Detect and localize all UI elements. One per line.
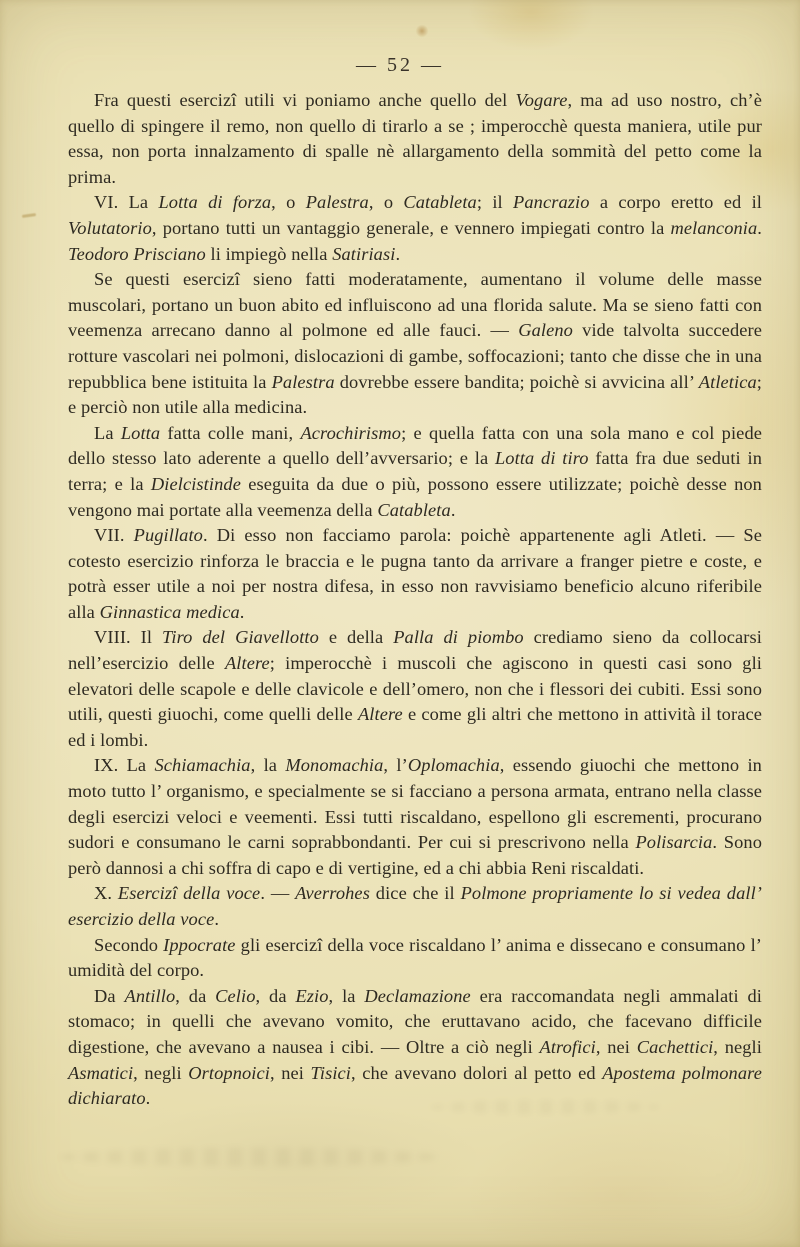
italic-term: Apostema polmonare dichiarato bbox=[68, 1062, 762, 1109]
paragraph bbox=[68, 753, 762, 881]
text-run: VIII. Il bbox=[94, 627, 163, 648]
text-run: Fra questi esercizî utili vi poniamo anche quello del bbox=[94, 90, 516, 110]
text-run: , l’ bbox=[383, 755, 408, 776]
text-run: . Di esso non facciamo parola: poichè appartenente agli Atleti. — Se cotesto esercizio rinforza le braccia e le pugna tanto da arrivare a franger pietre e coste, e potrà esser utile a noi per nostra difesa, in esso non ravvisiamo beneficio alcuno riferibile alla bbox=[68, 525, 762, 622]
paragraph bbox=[68, 984, 762, 1112]
text-run: ; imperocchè i muscoli che agiscono in questi casi sono gli elevatori delle scapole e delle clavicole e dell’omero, non che i flessori dei cubiti. Essi sono utili, questi giuochi, come quelli delle bbox=[68, 653, 762, 725]
text-run: a corpo eretto ed il bbox=[589, 192, 762, 213]
italic-term: Altere bbox=[224, 653, 270, 674]
italic-term: Tisici bbox=[310, 1062, 352, 1083]
text-run: , nei bbox=[595, 1036, 637, 1057]
text-run: dice che il bbox=[369, 883, 461, 904]
italic-term: Ginnastica medica bbox=[99, 601, 240, 622]
text-run: Da bbox=[94, 985, 125, 1006]
text-run: eseguita da due o più, possono essere utilizzate; poichè desse non vengono mai portate alla veemenza della bbox=[68, 473, 762, 520]
paragraph bbox=[68, 88, 762, 190]
italic-term: Vogare bbox=[515, 90, 568, 110]
text-run: ; il bbox=[476, 192, 514, 213]
italic-term: Catableta bbox=[377, 499, 451, 520]
text-run: e della bbox=[318, 627, 394, 648]
italic-term: Declamazione bbox=[364, 985, 471, 1006]
text-run: VII. bbox=[94, 525, 134, 546]
page-number: — 52 — bbox=[356, 54, 444, 76]
italic-term: Oplomachia bbox=[407, 755, 500, 776]
show-through-text-smudge bbox=[60, 1148, 440, 1166]
text-run: vide talvolta succedere rotture vascolari nei polmoni, dislocazioni di gambe, soffocazioni; tanto che disse che in una repubblica bene istituita la bbox=[68, 320, 762, 392]
paragraph bbox=[68, 190, 762, 267]
italic-term: Atletica bbox=[698, 371, 757, 392]
paragraph bbox=[68, 267, 762, 421]
text-run: , o bbox=[271, 192, 306, 213]
text-run: , nei bbox=[269, 1062, 311, 1083]
paragraph bbox=[68, 523, 762, 625]
italic-term: Polmone propriamente lo si vedea dall’ esercizio della voce bbox=[68, 883, 763, 929]
text-run: dovrebbe essere bandita; poichè si avvicina all’ bbox=[334, 371, 699, 392]
italic-term: Lotta bbox=[120, 422, 161, 443]
text-run: fatta fra due seduti in terra; e la bbox=[68, 448, 762, 494]
paragraph bbox=[68, 881, 762, 932]
text-run: . bbox=[145, 1088, 151, 1109]
text-run: Se questi esercizî sieno fatti moderatamente, aumentano il volume delle masse muscolari, portano un buon abito ed influiscono ad una florida salute. Ma se sieno fatti con veemenza arrecano danno al polmone ed alle fauci. — bbox=[68, 269, 762, 341]
italic-term: Atrofici bbox=[539, 1036, 596, 1057]
italic-term: melanconia bbox=[670, 217, 758, 238]
italic-term: Cachettici bbox=[636, 1036, 714, 1057]
italic-term: Volutatorio bbox=[68, 217, 152, 238]
text-run: . bbox=[757, 217, 762, 238]
italic-term: Galeno bbox=[518, 320, 573, 341]
text-run: . Sono però dannosi a chi soffra di capo e di vertigine, ed a chi abbia Reni riscaldati. bbox=[68, 832, 763, 878]
text-run: e come gli altri che mettono in attività il torace ed i lombi. bbox=[68, 704, 762, 750]
text-run: , ma ad uso nostro, ch’è quello di spingere il remo, non quello di tirarlo a se ; imperocchè questa maniera, utile pur essa, non porta innalzamento di spalle nè allargamento della sommità del petto come la prima. bbox=[68, 90, 763, 187]
text-run: era raccomandata negli ammalati di stomaco; in quelli che avevano vomito, che eruttavano acido, che facevano difficile digestione, che avevano a nausea i cibi. — Oltre a ciò negli bbox=[68, 985, 762, 1057]
text-run: , da bbox=[175, 985, 216, 1006]
italic-term: Ippocrate bbox=[163, 934, 236, 955]
italic-term: Pancrazio bbox=[513, 192, 590, 213]
text-run: , da bbox=[255, 985, 296, 1006]
text-run: , che avevano dolori al petto ed bbox=[351, 1062, 603, 1083]
text-run: ; e quella fatta con una sola mano e col piede dello stesso lato aderente a quello dell’avversario; e la bbox=[68, 422, 763, 469]
text-run: IX. La bbox=[94, 755, 155, 776]
text-run: fatta colle mani, bbox=[160, 422, 301, 443]
italic-term: Antillo bbox=[124, 985, 176, 1006]
page-body bbox=[68, 88, 762, 1112]
text-run: , negli bbox=[133, 1062, 189, 1083]
text-run: gli esercizî della voce riscaldano l’ anima e dissecano e consumano l’ umidità del corpo. bbox=[68, 934, 762, 981]
italic-term: Esercizî della voce bbox=[117, 883, 261, 904]
text-run: . — bbox=[260, 883, 296, 904]
text-run: ; e perciò non utile alla medicina. bbox=[68, 371, 762, 418]
text-run: Secondo bbox=[94, 934, 164, 955]
paragraph bbox=[68, 933, 762, 984]
text-run: , negli bbox=[713, 1036, 762, 1057]
text-run: . bbox=[395, 243, 401, 264]
italic-term: Acrochirismo bbox=[300, 422, 402, 443]
italic-term: Palestra bbox=[305, 192, 369, 213]
text-run: li impiegò nella bbox=[205, 243, 333, 264]
italic-term: Polisarcia bbox=[635, 832, 713, 853]
text-run: , la bbox=[250, 755, 286, 776]
italic-term: Lotta di forza bbox=[158, 192, 272, 213]
italic-term: Lotta di tiro bbox=[494, 448, 589, 469]
text-run: . bbox=[239, 601, 245, 622]
italic-term: Altere bbox=[357, 704, 403, 725]
italic-term: Asmatici bbox=[68, 1062, 134, 1083]
text-run: , essendo giuochi che mettono in moto tutto l’ organismo, e specialmente se si facciano a persona armata, entrano nella classe degli esercizi veloci e veementi. Essi tutti riscaldano, espellono gli escrementi, procurano sudori e consumano le carni soprabbondanti. Per cui si prescrivono nella bbox=[68, 755, 762, 853]
text-run: , portano tutti un vantaggio generale, e vennero impiegati contro la bbox=[151, 217, 671, 238]
italic-term: Palestra bbox=[271, 371, 335, 392]
text-run: , la bbox=[328, 985, 365, 1006]
italic-term: Teodoro Prisciano bbox=[68, 243, 206, 264]
italic-term: Celio bbox=[215, 985, 256, 1006]
italic-term: Ortopnoici bbox=[188, 1062, 270, 1083]
text-run: . bbox=[214, 909, 220, 929]
text-run: crediamo sieno da collocarsi nell’esercizio delle bbox=[68, 627, 762, 674]
italic-term: Averrohes bbox=[295, 883, 370, 904]
italic-term: Schiamachia bbox=[154, 755, 251, 776]
text-run: La bbox=[94, 422, 121, 443]
italic-term: Pugillato bbox=[133, 525, 203, 546]
text-run: X. bbox=[94, 883, 118, 904]
text-run: VI. La bbox=[94, 192, 159, 213]
paragraph bbox=[68, 421, 762, 523]
paper-fiber-mark bbox=[22, 213, 36, 218]
text-run: . bbox=[450, 499, 456, 520]
italic-term: Monomachia bbox=[285, 755, 384, 776]
italic-term: Catableta bbox=[403, 192, 477, 213]
paragraph bbox=[68, 625, 762, 753]
italic-term: Tiro del Giavellotto bbox=[162, 627, 319, 648]
text-run: , o bbox=[368, 192, 404, 213]
italic-term: Palla di piombo bbox=[393, 627, 524, 648]
italic-term: Dielcistinde bbox=[150, 473, 241, 494]
italic-term: Satiriasi bbox=[332, 243, 396, 264]
italic-term: Ezio bbox=[295, 985, 329, 1006]
